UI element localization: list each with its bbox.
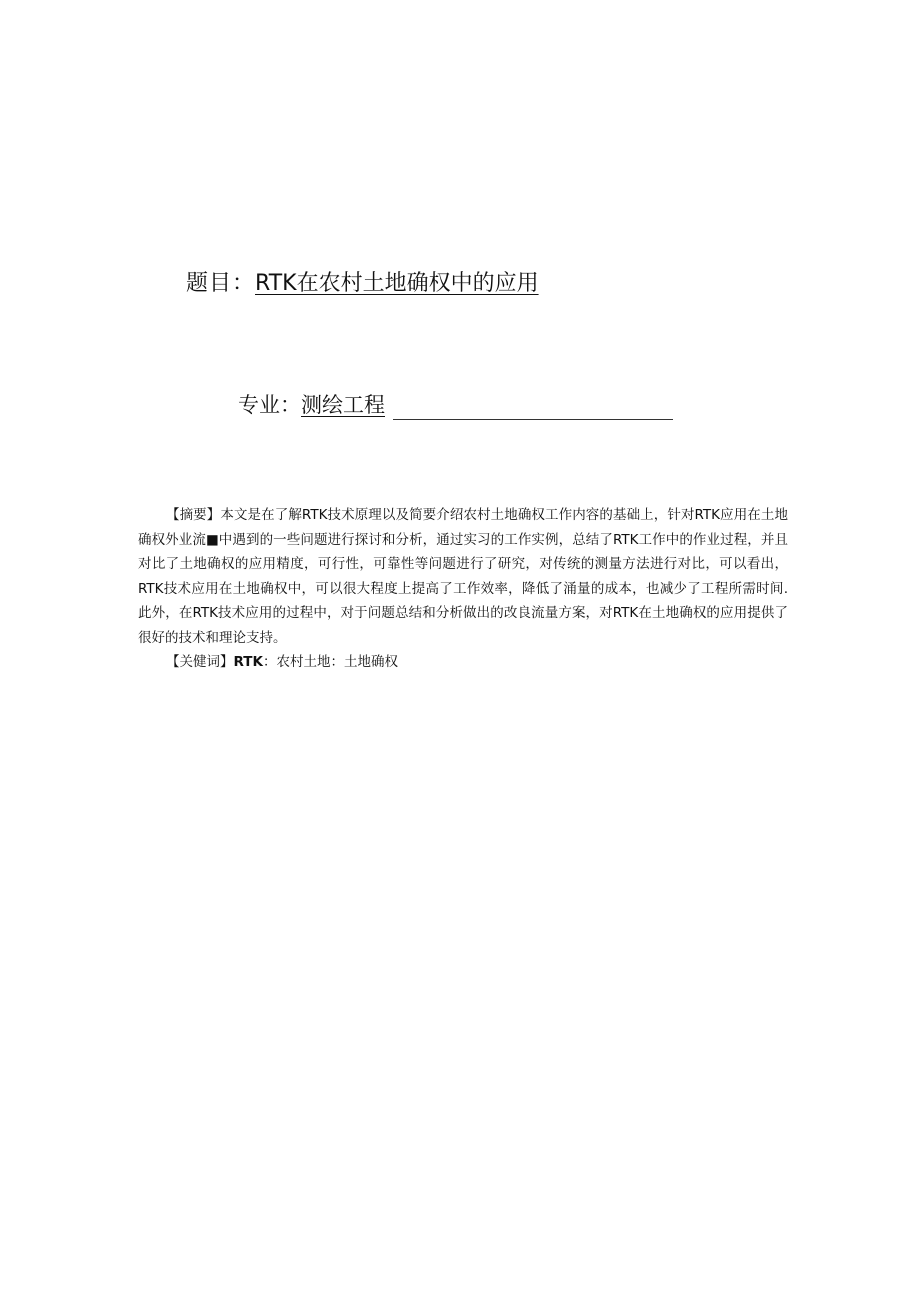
keyword-rtk: RTK [233, 654, 263, 670]
major-underline [393, 399, 673, 420]
title-label: 题目： [186, 271, 256, 296]
keywords-rest: ：农村土地：土地确权 [262, 654, 398, 670]
major-label: 专业： [238, 393, 301, 417]
abstract-text: 本文是在了解RTK技术原理以及简要介绍农村土地确权工作内容的基础上，针对RTK应用在土地确权外业流■中遇到的一些问题进行探讨和分析，通过实习的工作实例，总结了RTK工作中的作业过程，并且对比了土地确权的应用精度，可行性，可靠性等问题进行了研究，对传统的测量方法进行对比，可以看出，RTK技术应用在土地确权中，可以很大程度上提高了工作效率，降低了涌量的成本，也减少了工程所需时间.此外，在RTK技术应用的过程中，对于问题总结和分析做出的改良流量方案，对RTK在土地确权的应用提供了很好的技术和理论支持。 [138, 507, 788, 646]
title-line [186, 268, 539, 300]
major-value: 测绘工程 [301, 393, 385, 417]
keywords-line [166, 650, 398, 674]
abstract-paragraph [138, 503, 788, 650]
major-line [238, 390, 673, 420]
keywords-tag: 【关健词】 [166, 654, 234, 670]
abstract-tag: 【摘要】 [166, 507, 221, 523]
title-value: RTK在农村土地确权中的应用 [255, 271, 539, 296]
